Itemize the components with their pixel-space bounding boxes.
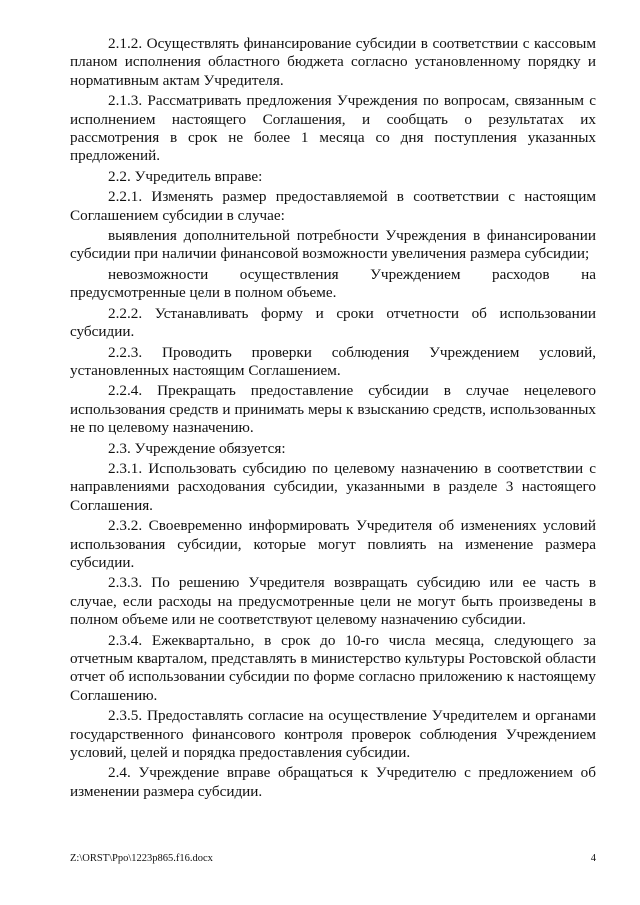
- page-number: 4: [590, 853, 596, 864]
- paragraph-2-3-2: 2.3.2. Своевременно информировать Учредителя об изменениях условий использования субсидии, которые могут повлиять на изменение размера субсидии.: [70, 517, 596, 571]
- paragraph-2-2-1-item-1: выявления дополнительной потребности Учреждения в финансировании субсидии при наличии финансовой возможности увеличения размера субсидии;: [70, 227, 596, 263]
- document-body: [70, 35, 596, 801]
- paragraph-2-2-1-item-2: невозможности осуществления Учреждением расходов на предусмотренные цели в полном объеме.: [70, 265, 596, 302]
- footer-file-path: Z:\ORST\Ppo\1223p865.f16.docx: [70, 853, 213, 864]
- paragraph-2-2-4: 2.2.4. Прекращать предоставление субсидии в случае нецелевого использования средств и принимать меры к взысканию средств, использованных не по целевому назначению.: [70, 382, 596, 437]
- paragraph-2-1-3: 2.1.3. Рассматривать предложения Учреждения по вопросам, связанным с исполнением настоящего Соглашения, и сообщать о результатах их рассмотрения в срок не более 1 месяца со дня поступления указанных предложений.: [70, 92, 596, 165]
- paragraph-2-2-1: 2.2.1. Изменять размер предоставляемой в соответствии с настоящим Соглашением субсидии в случае:: [70, 188, 596, 224]
- paragraph-2-2-2: 2.2.2. Устанавливать форму и сроки отчетности об использовании субсидии.: [70, 304, 596, 341]
- paragraph-2-3-3: 2.3.3. По решению Учредителя возвращать субсидию или ее часть в случае, если расходы на предусмотренные цели не могут быть произведены в полном объеме или не соответствуют целевому назначению субсидии.: [70, 574, 596, 629]
- paragraph-2-3-heading: 2.3. Учреждение обязуется:: [108, 439, 286, 457]
- paragraph-2-2-heading: 2.2. Учредитель вправе:: [108, 167, 263, 185]
- paragraph-2-3-5: 2.3.5. Предоставлять согласие на осуществление Учредителем и органами государственного финансового контроля проверок соблюдения Учреждением условий, целей и порядка предоставления субсидии.: [70, 707, 596, 762]
- paragraph-2-3-1: 2.3.1. Использовать субсидию по целевому назначению в соответствии с направлениями расходования субсидии, указанными в разделе 3 настоящего Соглашения.: [70, 459, 596, 514]
- paragraph-2-2-3: 2.2.3. Проводить проверки соблюдения Учреждением условий, установленных настоящим Соглашением.: [70, 343, 596, 379]
- paragraph-2-4: 2.4. Учреждение вправе обращаться к Учредителю с предложением об изменении размера субсидии.: [70, 764, 596, 800]
- paragraph-2-1-2: 2.1.2. Осуществлять финансирование субсидии в соответствии с кассовым планом исполнения областного бюджета согласно установленному порядку и нормативным актам Учредителя.: [70, 35, 596, 89]
- paragraph-2-3-4: 2.3.4. Ежеквартально, в срок до 10-го числа месяца, следующего за отчетным кварталом, представлять в министерство культуры Ростовской области отчет об использовании субсидии по форме согласно приложению к настоящему Соглашению.: [70, 631, 596, 704]
